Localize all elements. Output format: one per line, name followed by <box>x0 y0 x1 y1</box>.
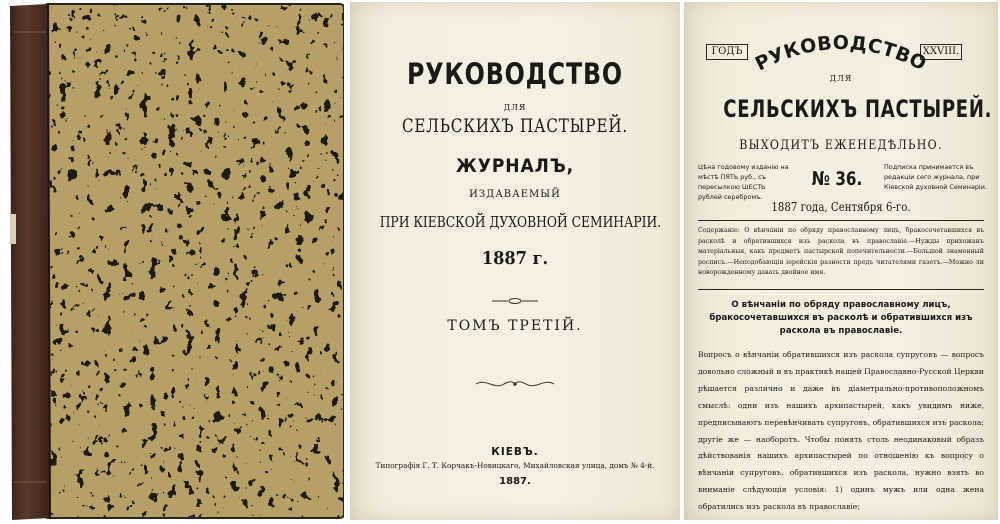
title-page-published: ИЗДАВАЕМЫЙ <box>469 189 561 200</box>
title-page-main-title: РУКОВОДСТВО <box>407 57 623 91</box>
title-page-year: 1887 г. <box>481 248 549 269</box>
year-label-box: ГОДЪ <box>706 44 748 60</box>
title-page-subtitle: СЕЛЬСКИХЪ ПАСТЫРЕЙ. <box>401 116 629 137</box>
title-page-printer: Типографія Г. Т. Корчакъ-Новицкаго, Михайловская улица, домъ № 4-й. <box>375 461 655 470</box>
issue-year-box: XXVIII. <box>920 44 962 60</box>
rule-divider <box>698 289 984 290</box>
issue-contents: Содержаніе: О вѣнчаніи по обряду православному лицъ, бракосочетавшихся въ расколѣ и обратившихся изъ раскола въ православіе.—Нужды прихожанъ матеріальныя, какъ предметъ пастырской попечительности.—Большой знаменный росписъ.—Неподобающія іерейскія разности предъ читателями газетъ.—Можно ли новорожденному давать двойное имя. <box>698 227 984 277</box>
issue-subtitle: СЕЛЬСКИХЪ ПАСТЫРЕЙ. <box>723 95 993 123</box>
title-page-journal: ЖУРНАЛЪ, <box>455 155 575 177</box>
arched-masthead <box>744 30 938 78</box>
book-cover <box>4 2 344 520</box>
title-page-city: КІЕВЪ. <box>491 446 539 458</box>
title-page-for: ДЛЯ <box>503 103 527 112</box>
issue-price: Цѣна годовому изданію на мѣстѣ ПЯТЬ руб., съ пересылкою ШЕСТЬ рублей серебромъ. <box>698 163 789 201</box>
article-body: Вопросъ о вѣнчаніи обратившихся изъ раскола супруговъ — вопросъ довольно сложный и въ практикѣ нашей Православно-Русской Церкви рѣшается различно и даже въ діаметрально-противоположномъ смыслѣ: одни изъ нашихъ архипастырей, какъ увидимъ ниже, предписываютъ перевѣнчивать супруговъ, обратившихся изъ раскола; другіе же — наоборотъ. Чтобы понять столь неодинаковый образъ дѣйствованія нашихъ архипастырей по отношенію къ вопросу о вѣнчаніи супруговъ, обратившихся изъ раскола, нужно взять во вниманіе слѣдующія условія: 1) одинъ мужъ или одна жена обратились изъ раскола въ православіе; <box>698 350 984 512</box>
rule-divider <box>698 220 984 221</box>
title-page <box>350 2 680 520</box>
title-page-seminary: ПРИ КІЕВСКОЙ ДУХОВНОЙ СЕМИНАРІИ. <box>379 213 662 231</box>
article-title: О вѣнчаніи по обряду православному лицъ, бракосочетавшихся въ расколѣ и обратившихся изъ раскола въ православіе. <box>709 300 973 336</box>
title-page-print-year: 1887. <box>499 476 531 487</box>
title-page-volume: ТОМЪ ТРЕТІЙ. <box>447 318 583 334</box>
issue-for: ДЛЯ <box>829 74 853 83</box>
issue-number: № 36. <box>811 168 863 190</box>
issue-subscription: Подписка принимается въ редакціи сего журнала, при Кіевской духовной Семинаріи. <box>884 163 987 191</box>
issue-weekly: ВЫХОДИТЪ ЕЖЕНЕДѢЛЬНО. <box>739 138 943 153</box>
arched-title: РУКОВОДСТВО <box>751 31 931 76</box>
ornament-flourish <box>350 375 680 394</box>
issue-date: 1887 года, Сентября 6-го. <box>771 200 911 214</box>
svg-text:РУКОВОДСТВО <box>752 32 930 75</box>
marbled-cover-image <box>4 2 344 520</box>
ornament-divider <box>350 290 680 309</box>
issue-page <box>684 2 998 520</box>
